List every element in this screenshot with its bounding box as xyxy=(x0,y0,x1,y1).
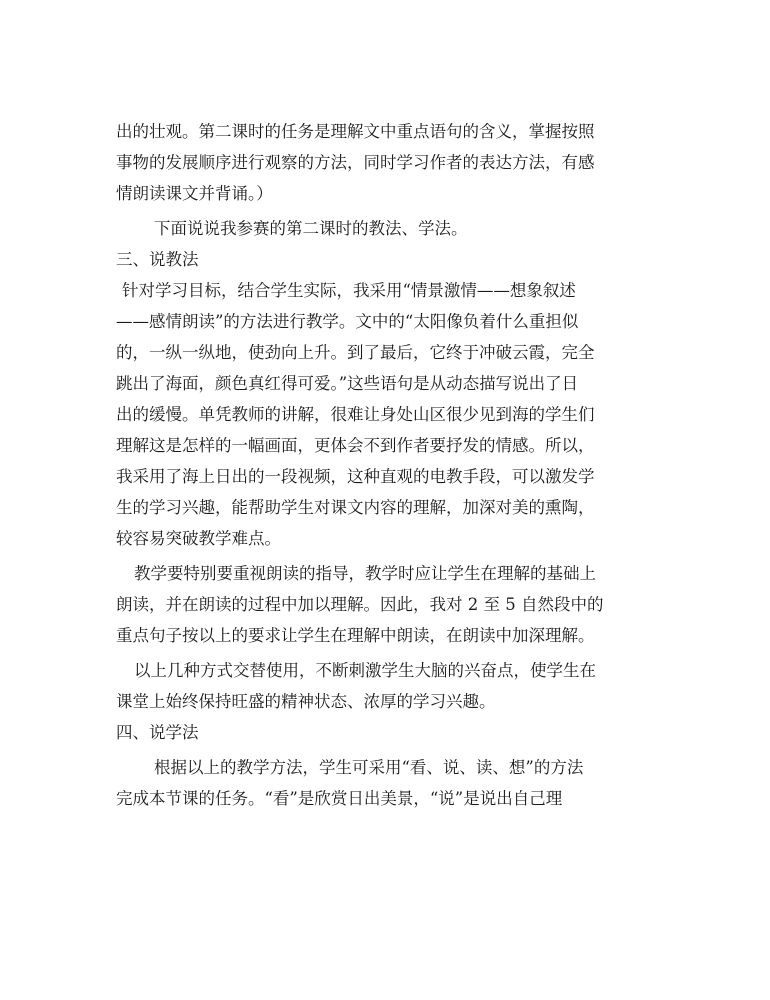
paragraph-method-summary xyxy=(116,655,644,717)
section-heading-learning-method xyxy=(116,717,644,748)
text-line: 教学要特别要重视朗读的指导，教学时应让学生在理解的基础上 xyxy=(134,564,596,583)
text-line: 事物的发展顺序进行观察的方法，同时学习作者的表达方法，有感 xyxy=(116,153,595,172)
text-line: 朗读，并在朗读的过程中加以理解。因此，我对 2 至 5 自然段中的 xyxy=(116,595,604,614)
text-line: 较容易突破教学难点。 xyxy=(116,529,281,548)
text-line: 出的壮观。第二课时的任务是理解文中重点语句的含义，掌握按照 xyxy=(116,122,595,141)
text-line: 出的缓慢。单凭教师的讲解，很难让身处山区很少见到海的学生们 xyxy=(116,405,595,424)
paragraph-teaching-method xyxy=(116,275,644,554)
paragraph-transition xyxy=(116,213,644,244)
text-line: 生的学习兴趣，能帮助学生对课文内容的理解，加深对美的熏陶， xyxy=(116,498,595,517)
text-line: 跳出了海面，颜色真红得可爱。”这些语句是从动态描写说出了日 xyxy=(116,374,579,393)
section-heading-teaching-method xyxy=(116,244,644,275)
text-line: 完成本节课的任务。“看”是欣赏日出美景，“说”是说出自己理 xyxy=(116,789,563,808)
text-line: 课堂上始终保持旺盛的精神状态、浓厚的学习兴趣。 xyxy=(116,692,496,711)
text-line: 理解这是怎样的一幅画面，更体会不到作者要抒发的情感。所以， xyxy=(116,436,595,455)
section-heading: 三、说教法 xyxy=(116,250,199,269)
text-line: 下面说说我参赛的第二课时的教法、学法。 xyxy=(154,219,468,238)
text-line: 情朗读课文并背诵。） xyxy=(116,184,273,203)
paragraph-intro-continuation xyxy=(116,116,644,209)
text-line: 重点句子按以上的要求让学生在理解中朗读，在朗读中加深理解。 xyxy=(116,626,595,645)
text-line: 针对学习目标，结合学生实际，我采用“情景激情——想象叙述 xyxy=(122,281,576,300)
section-heading: 四、说学法 xyxy=(116,723,199,742)
text-line: 的，一纵一纵地，使劲向上升。到了最后，它终于冲破云霞，完全 xyxy=(116,343,595,362)
paragraph-reading-guidance xyxy=(116,558,644,651)
text-line: 以上几种方式交替使用，不断刺激学生大脑的兴奋点，使学生在 xyxy=(134,661,596,680)
text-line: ——感情朗读”的方法进行教学。文中的“太阳像负着什么重担似 xyxy=(116,312,579,331)
text-line: 我采用了海上日出的一段视频，这种直观的电教手段，可以激发学 xyxy=(116,467,595,486)
paragraph-learning-method xyxy=(116,752,644,814)
text-line: 根据以上的教学方法，学生可采用“看、说、读、想”的方法 xyxy=(154,758,584,777)
document-body xyxy=(116,116,644,814)
